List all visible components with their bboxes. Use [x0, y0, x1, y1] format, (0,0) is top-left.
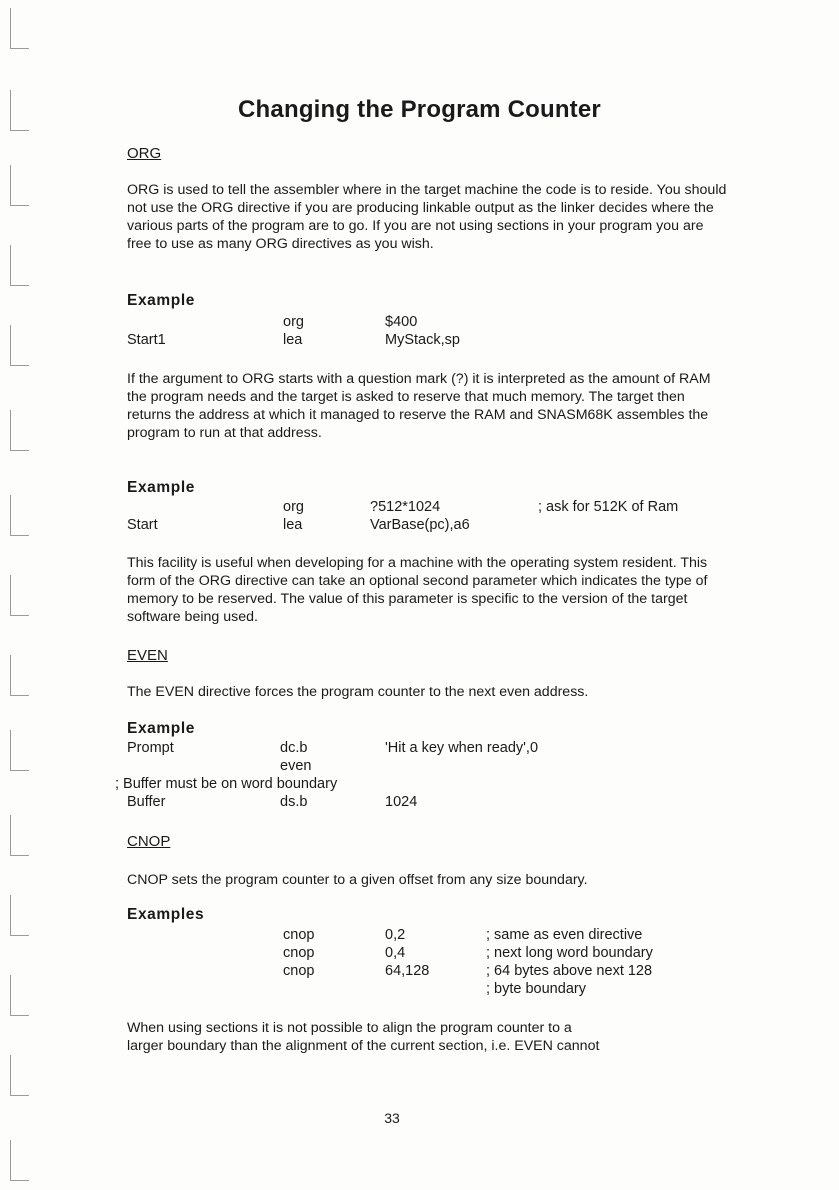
code-arg: 1024	[385, 794, 418, 810]
org-heading: ORG	[127, 145, 162, 162]
code-arg: 0,4	[385, 945, 406, 961]
code-label: Start	[127, 517, 158, 533]
org-example-2-heading: Example	[127, 479, 195, 496]
code-arg: 0,2	[385, 927, 406, 943]
org-paragraph-2: If the argument to ORG starts with a question mark (?) it is interpreted as the amount of RAM the program needs and the target is asked to reserve that much memory. The target then returns the address at which it managed to reserve the RAM and SNASM68K assembles the program to run at that address.	[127, 371, 711, 441]
code-op: even	[280, 758, 312, 774]
code-op: lea	[283, 332, 303, 348]
code-arg: VarBase(pc),a6	[370, 517, 470, 533]
code-arg: 64,128	[385, 963, 430, 979]
code-arg: 'Hit a key when ready',0	[385, 740, 539, 756]
even-heading: EVEN	[127, 647, 168, 664]
org-example-heading: Example	[127, 292, 195, 309]
even-example-heading: Example	[127, 720, 195, 737]
cnop-heading: CNOP	[127, 833, 171, 850]
code-arg: MyStack,sp	[385, 332, 460, 348]
cnop-examples-heading: Examples	[127, 906, 205, 923]
code-op: cnop	[283, 945, 315, 961]
cnop-paragraph-2-line-2: larger boundary than the alignment of the current section, i.e. EVEN cannot	[127, 1038, 600, 1054]
code-op: org	[283, 499, 304, 515]
code-op: cnop	[283, 927, 315, 943]
org-paragraph-3: This facility is useful when developing for a machine with the operating system resident. This form of the ORG directive can take an optional second parameter which indicates the type of memory to be reserved. The value of this parameter is specific to the version of the target software being used.	[127, 555, 708, 625]
code-comment: ; same as even directive	[486, 927, 643, 943]
code-op: cnop	[283, 963, 315, 979]
code-comment: ; next long word boundary	[486, 945, 653, 961]
code-op: lea	[283, 517, 303, 533]
code-arg: $400	[385, 314, 418, 330]
page-title: Changing the Program Counter	[238, 96, 601, 123]
code-label: Buffer	[127, 794, 166, 810]
even-paragraph: The EVEN directive forces the program counter to the next even address.	[127, 684, 589, 700]
code-label: Start1	[127, 332, 166, 348]
code-comment: ; Buffer must be on word boundary	[115, 776, 338, 792]
code-comment: ; byte boundary	[486, 981, 586, 997]
org-paragraph-1: ORG is used to tell the assembler where in the target machine the code is to reside. You should not use the ORG directive if you are producing linkable output as the linker decides where the various parts of the program are to go. If you are not using sections in your program you are free to use as many ORG directives as you wish.	[127, 182, 727, 252]
binding-marks	[0, 0, 40, 1190]
cnop-paragraph: CNOP sets the program counter to a given offset from any size boundary.	[127, 872, 588, 888]
code-op: ds.b	[280, 794, 308, 810]
page-number: 33	[384, 1110, 400, 1126]
code-op: org	[283, 314, 304, 330]
code-label: Prompt	[127, 740, 174, 756]
code-comment: ; 64 bytes above next 128	[486, 963, 653, 979]
code-comment: ; ask for 512K of Ram	[538, 499, 679, 515]
cnop-paragraph-2-line-1: When using sections it is not possible to align the program counter to a	[127, 1020, 572, 1036]
code-op: dc.b	[280, 740, 308, 756]
code-arg: ?512*1024	[370, 499, 441, 515]
